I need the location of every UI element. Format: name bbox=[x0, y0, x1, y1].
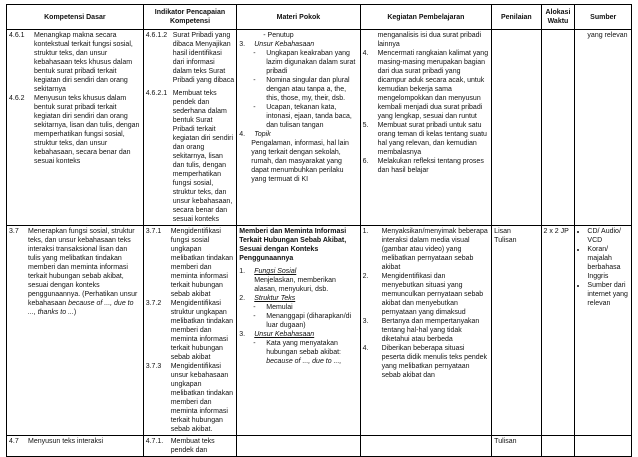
cell-penilaian bbox=[492, 30, 541, 226]
assessment-item: Tulisan bbox=[494, 237, 517, 244]
section-title: Struktur Teks bbox=[254, 295, 296, 302]
item-number: 4.6.2 bbox=[9, 95, 25, 102]
item-text: Surat Pribadi yang dibaca Menyajikan hasil identifikasi dari informasi dalam teks Surat Pribadi yang dibaca bbox=[172, 32, 235, 84]
cell-materi-pokok bbox=[237, 226, 360, 436]
activity-item: 3. Bertanya dan mempertanyakan tentang hal-hal yang tidak diketahui atau berbeda bbox=[362, 318, 480, 343]
header-kegiatan-pembelajaran: Kegiatan Pembelajaran bbox=[360, 5, 492, 30]
cell-indikator bbox=[143, 226, 237, 436]
material-sub-item: - Ungkapan keakraban yang lazim digunakan dalam surat pribadi bbox=[253, 50, 356, 75]
material-section: 1. Fungsi Sosial bbox=[239, 267, 357, 276]
section-title: Unsur Kebahasaan bbox=[254, 331, 315, 338]
item-number: 4.6.1.2 bbox=[145, 32, 168, 39]
syllabus-table bbox=[6, 4, 632, 457]
material-lead: - Penutup bbox=[263, 32, 294, 39]
header-kompetensi-dasar: Kompetensi Dasar bbox=[7, 5, 144, 30]
item-number: 4.6.2.1 bbox=[145, 90, 168, 97]
header-sumber: Sumber bbox=[575, 5, 632, 30]
material-sub-item: - Ucapan, tekanan kata, intonasi, ejaan, tanda baca, dan tulisan tangan bbox=[253, 104, 352, 129]
indicator-item: 3.7.3 Mengidentifikasi unsur kebahasaan ungkapan melibatkan tindakan memberi dan meminta informasi terkait hubungan sebab akibat. bbox=[145, 363, 233, 433]
material-sub-item: - Memulai bbox=[253, 304, 293, 311]
material-section: 3. Unsur Kebahasaan bbox=[239, 330, 357, 339]
cell-kompetensi-dasar bbox=[7, 226, 144, 436]
section-text: Pengalaman, informasi, hal lain yang terkait dengan sekolah, rumah, dan masyarakat yang dapat menumbuhkan perilaku yang termuat di KI bbox=[251, 140, 349, 183]
table-header-row bbox=[7, 5, 632, 30]
cell-alokasi-waktu bbox=[541, 436, 575, 457]
header-penilaian: Penilaian bbox=[492, 5, 541, 30]
cell-indikator: 4.7.1. Membuat teks pendek dan bbox=[143, 436, 237, 457]
material-title: Memberi dan Meminta Informasi Terkait Hubungan Sebab Akibat, Sesuai dengan Konteks Penggunaannya bbox=[239, 228, 347, 262]
material-section: 2. Struktur Teks bbox=[239, 294, 357, 303]
activity-item: 2. Mengidentifikasi dan menyebutkan situasi yang memunculkan pernyataan sebab akibat dan menyebutkan pernyataan yang dimaksud bbox=[362, 273, 484, 316]
cell-sumber bbox=[575, 30, 632, 226]
material-sub-item: - Nomina singular dan plural dengan atau tanpa a, the, this, those, my, their, dsb. bbox=[253, 77, 350, 102]
material-section: 4. Topik bbox=[239, 130, 357, 139]
competency-item bbox=[9, 94, 141, 166]
table-row bbox=[7, 30, 632, 226]
header-materi-pokok: Materi Pokok bbox=[237, 5, 360, 30]
indicator-item bbox=[146, 31, 235, 85]
section-title: Unsur Kebahasaan bbox=[254, 41, 315, 48]
cell-materi-pokok bbox=[237, 30, 360, 226]
cell-kegiatan-pembelajaran bbox=[360, 226, 492, 436]
cell-sumber bbox=[575, 436, 632, 457]
competency-item bbox=[9, 227, 141, 317]
header-alokasi-waktu: Alokasi Waktu bbox=[541, 5, 575, 30]
item-text: Menerapkan fungsi sosial, struktur teks, dan unsur kebahasaan teks interaksi transaksional lisan dan tulis yang melibatkan tindakan memberi dan meminta informasi terkait hubungan sebab akibat, sesuai dengan konteks penggunaannya. (Perhatikan unsur kebahasaan because of ..., due to ..., thanks to ...) bbox=[28, 228, 138, 316]
cell-kompetensi-dasar: 4.7 Menyusun teks interaksi bbox=[7, 436, 144, 457]
cell-alokasi-waktu bbox=[541, 30, 575, 226]
source-item: • Koran/ majalah berbahasa Inggris bbox=[587, 245, 629, 281]
time-allocation: 2 x 2 JP bbox=[543, 228, 569, 235]
source-item: • CD/ Audio/ VCD bbox=[587, 227, 629, 245]
item-text: Menangkap makna secara kontekstual terkait fungsi sosial, struktur teks, dan unsur kebahasaan teks khusus dalam bentuk surat pribadi terkait kegiatan diri sendiri dan orang sekitarnya bbox=[34, 32, 133, 93]
cell-penilaian bbox=[492, 226, 541, 436]
table-row bbox=[7, 436, 632, 457]
item-number: 4.6.1 bbox=[9, 32, 25, 39]
assessment-item: Lisan bbox=[494, 228, 511, 235]
indicator-item: 3.7.2 Mengidentifikasi struktur ungkapan melibatkan tindakan memberi dan meminta informasi terkait hubungan sebab akibat bbox=[145, 300, 233, 361]
source-text: yang relevan bbox=[587, 32, 628, 39]
header-indikator: Indikator Pencapaian Kompetensi bbox=[143, 5, 237, 30]
material-sub-item: - Menanggapi (diharapkan/di luar dugaan) bbox=[253, 313, 352, 329]
item-number: 3.7 bbox=[9, 228, 19, 235]
syllabus-page bbox=[6, 4, 632, 457]
indicator-item bbox=[146, 89, 235, 224]
material-section: 3. Unsur Kebahasaan bbox=[239, 40, 357, 49]
indicator-item: 3.7.1 Mengidentifikasi fungsi sosial ungkapan melibatkan tindakan memberi dan meminta informasi terkait hubungan sebab akibat bbox=[145, 228, 233, 298]
section-title: Fungsi Sosial bbox=[254, 268, 297, 275]
activity-item: 4. Diberikan beberapa situasi peserta didik menulis teks pendek yang melibatkan pernyataan sebab akibat dan bbox=[362, 345, 488, 379]
cell-alokasi-waktu bbox=[541, 226, 575, 436]
activity-item: 1. Menyaksikan/menyimak beberapa interaksi dalam media visual (gambar atau video) yang melibatkan pernyataan sebab akibat bbox=[362, 228, 488, 271]
cell-kompetensi-dasar bbox=[7, 30, 144, 226]
activity-item: 6. Melakukan refleksi tentang proses dan hasil belajar bbox=[362, 158, 484, 174]
section-title: Topik bbox=[254, 131, 271, 138]
table-row bbox=[7, 226, 632, 436]
cell-materi-pokok bbox=[237, 436, 360, 457]
cell-kegiatan-pembelajaran bbox=[360, 436, 492, 457]
item-text: Membuat teks pendek dan sederhana dalam bentuk Surat Pribadi terkait kegiatan diri sendiri dan orang sekitarnya, lisan dan tulis, dengan memperhatikan fungsi sosial, struktur teks, dan unsur kebahasaan, secara benar dan sesuai konteks bbox=[172, 90, 234, 223]
cell-kegiatan-pembelajaran bbox=[360, 30, 492, 226]
competency-item bbox=[9, 31, 141, 94]
section-text: Menjelaskan, memberikan alasan, menyukuri, dsb. bbox=[254, 277, 336, 293]
material-sub-item: - Kata yang menyatakan hubungan sebab akibat: because of ..., due to ..., bbox=[253, 340, 342, 365]
cell-sumber bbox=[575, 226, 632, 436]
source-item: • Sumber dari internet yang relevan bbox=[587, 281, 629, 308]
activity-item: 4. Mencermati rangkaian kalimat yang masing-masing merupakan bagian dari dua surat pribadi yang dicampur aduk secara acak, untuk kemudian bekerja sama mengelompokkan dan menyusun kembali menjadi dua surat pribadi yang lengkap, sesuai dan runtut bbox=[362, 50, 489, 120]
cell-indikator bbox=[143, 30, 237, 226]
activity-item: menganalisis isi dua surat pribadi lainnya bbox=[377, 32, 482, 48]
item-text: Menyusun teks khusus dalam bentuk surat pribadi terkait kegiatan diri sendiri dan orang sekitarnya, lisan dan tulis, dengan memperhatikan fungsi sosial, struktur teks, dan unsur kebahasaan, secara benar dan sesuai konteks bbox=[34, 95, 140, 165]
activity-item: 5. Membuat surat pribadi untuk satu orang teman di kelas tentang suatu hal yang relevan, dan kemudian membalasnya bbox=[362, 122, 487, 156]
cell-penilaian: Tulisan bbox=[492, 436, 541, 457]
source-list bbox=[577, 227, 629, 308]
